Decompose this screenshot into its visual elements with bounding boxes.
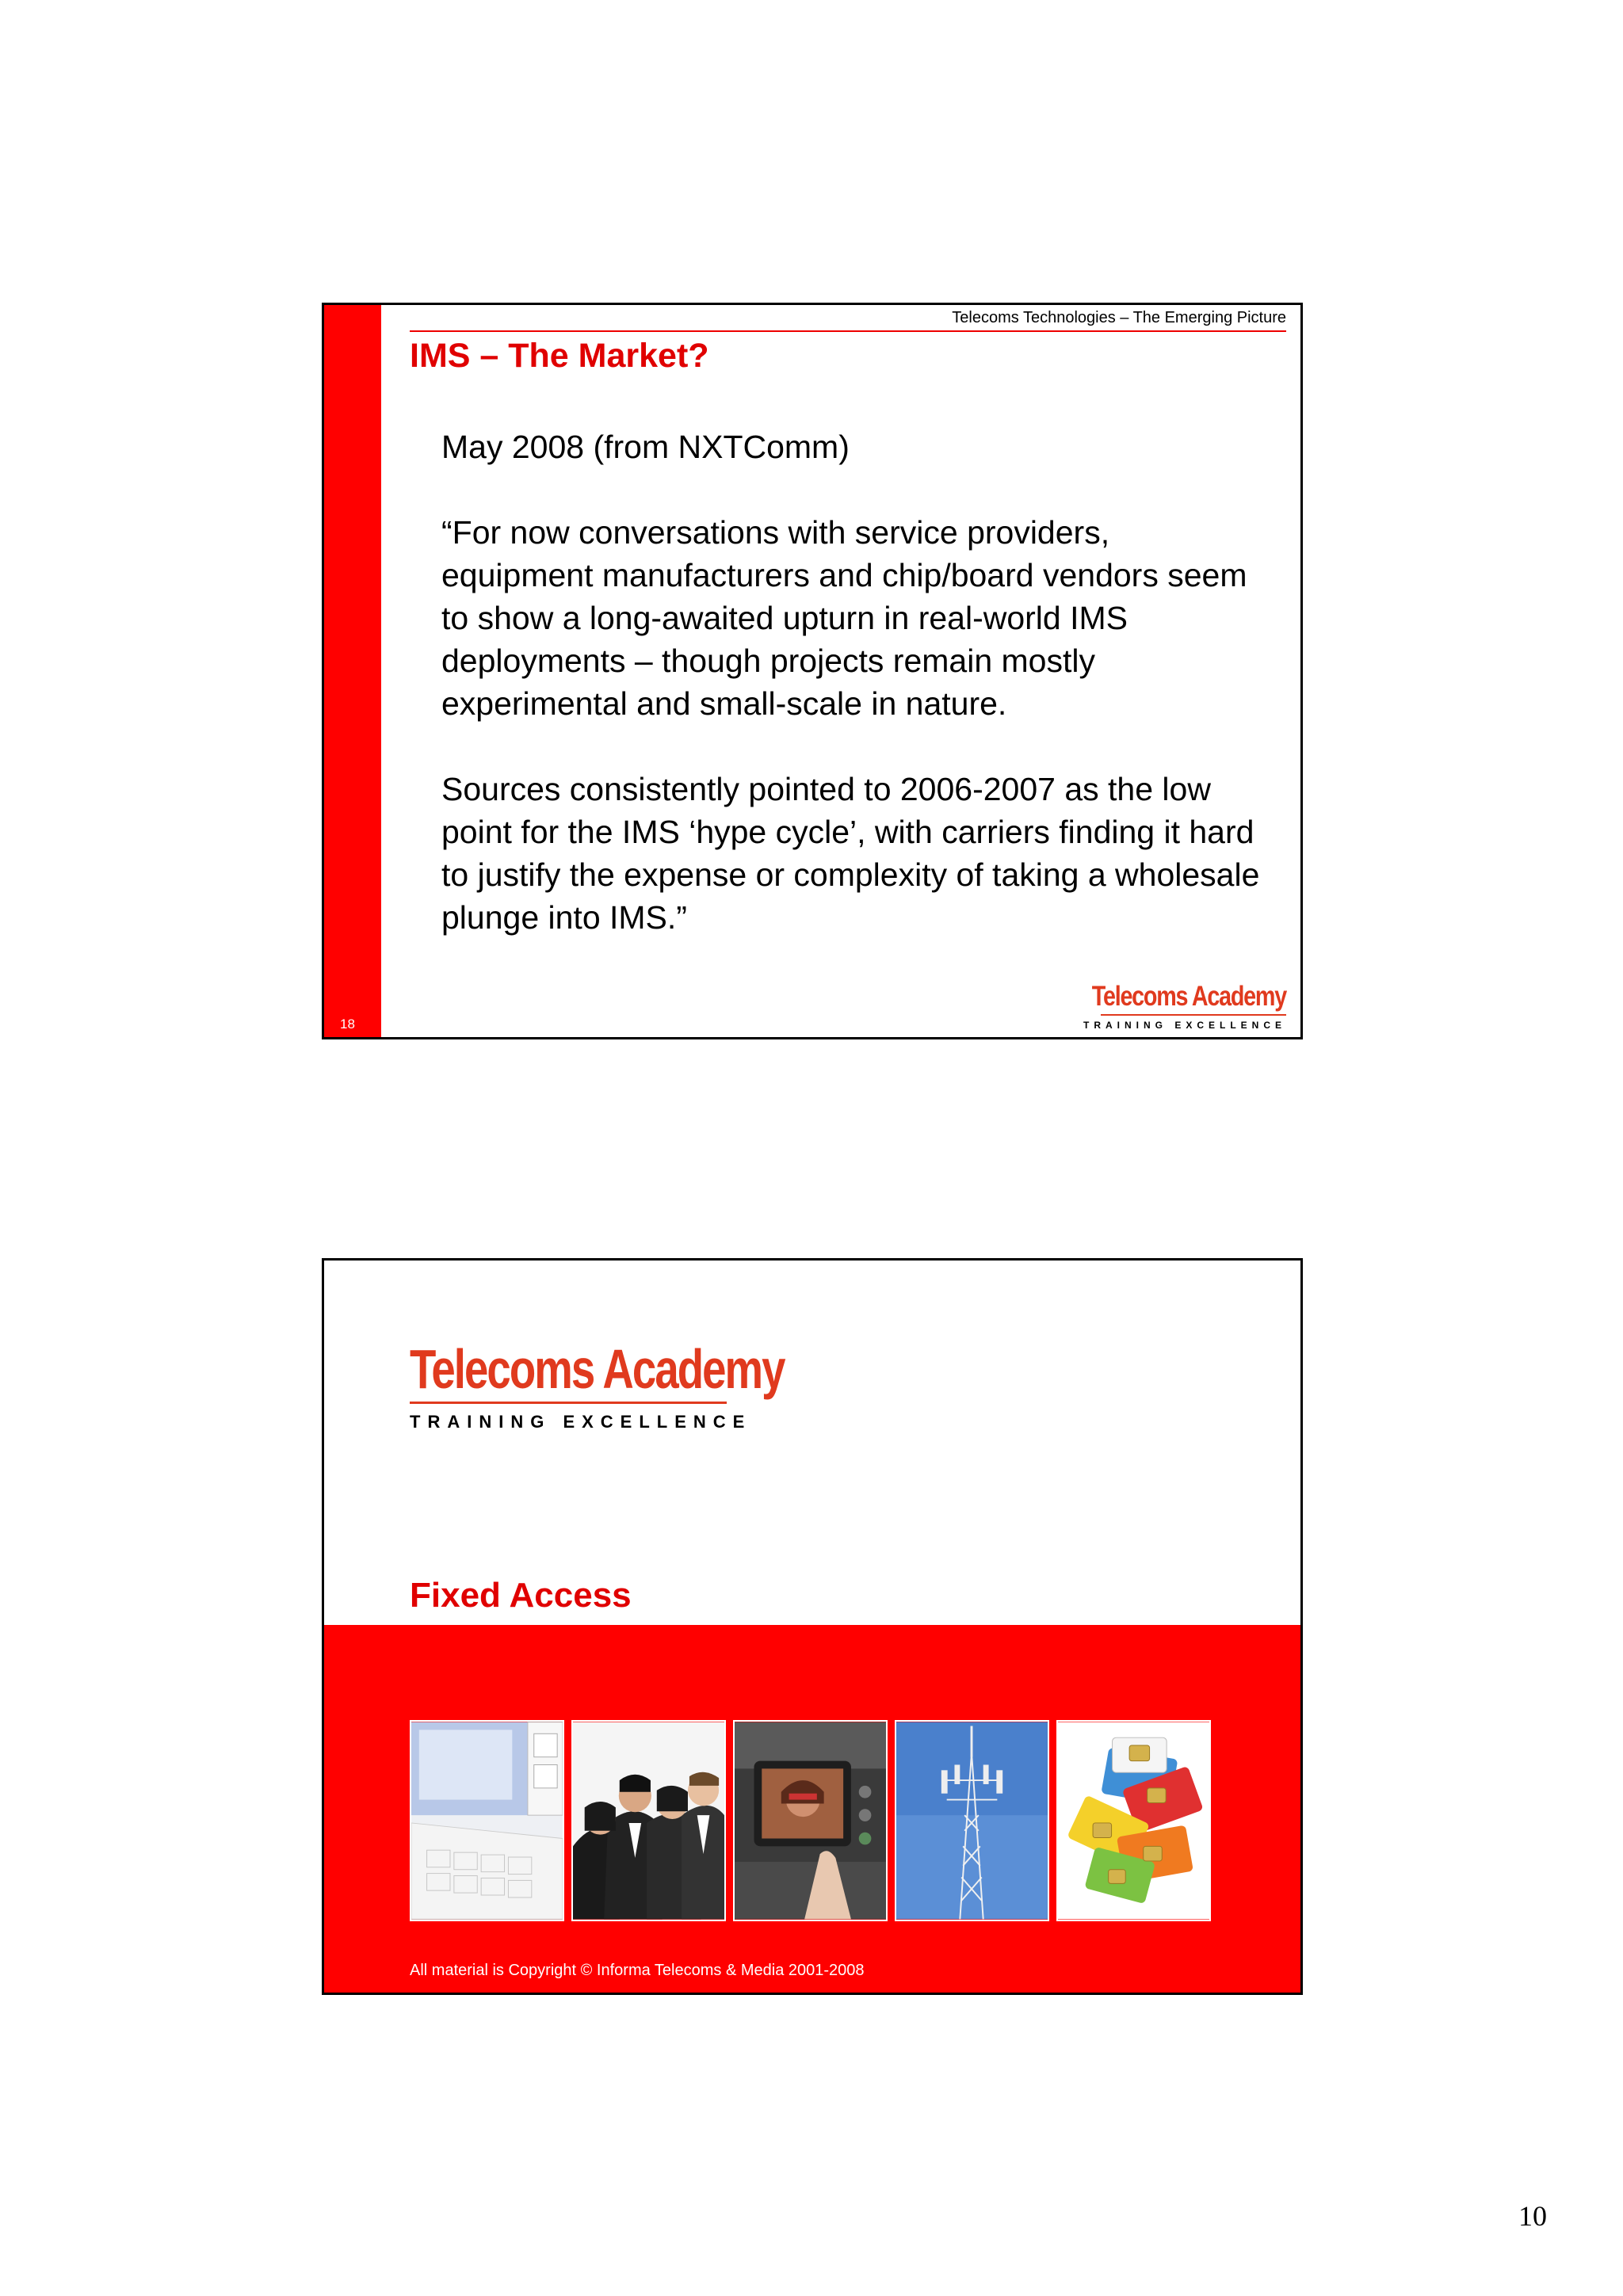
page-number: 10	[1518, 2200, 1547, 2232]
body-paragraph: Sources consistently pointed to 2006-2007 as the low point for the IMS ‘hype cycle’, with carriers finding it hard to justify the expense or complexity of taking a wholesale plunge into IMS.”	[441, 771, 1260, 936]
body-paragraph: “For now conversations with service providers, equipment manufacturers and chip/board vendors seem to show a long-awaited upturn in real-world IMS deployments – though projects remain mostly experimental and small-scale in nature.	[441, 514, 1247, 722]
copyright-notice: All material is Copyright © Informa Telecoms & Media 2001-2008	[410, 1962, 865, 1979]
cell-tower-photo	[895, 1720, 1049, 1921]
logo-tagline: TRAINING EXCELLENCE	[410, 1412, 752, 1432]
logo-brand: Telecoms Academy	[410, 1338, 785, 1400]
business-team-photo	[571, 1720, 726, 1921]
slide-title: IMS – The Market?	[410, 337, 709, 375]
logo-rule	[1101, 1014, 1286, 1016]
side-red-bar	[324, 305, 381, 1037]
slide-ims-market	[322, 303, 1303, 1039]
photo-strip	[410, 1720, 1211, 1921]
logo-rule	[410, 1402, 727, 1404]
slide-fixed-access	[322, 1258, 1303, 1995]
car-dashboard-screen-photo	[733, 1720, 888, 1921]
header-rule	[410, 330, 1286, 332]
logo-brand: Telecoms Academy	[1091, 981, 1286, 1012]
slide-header: Telecoms Technologies – The Emerging Picture	[952, 309, 1286, 326]
section-title: Fixed Access	[410, 1576, 632, 1615]
telecoms-academy-logo	[410, 1340, 890, 1432]
slide-body	[441, 425, 1266, 939]
sim-cards-photo	[1056, 1720, 1211, 1921]
telecoms-academy-logo	[1049, 982, 1286, 1031]
body-paragraph: May 2008 (from NXTComm)	[441, 429, 850, 465]
logo-tagline: TRAINING EXCELLENCE	[1083, 1020, 1286, 1031]
slide-number: 18	[340, 1016, 355, 1032]
pda-keypad-photo	[410, 1720, 564, 1921]
